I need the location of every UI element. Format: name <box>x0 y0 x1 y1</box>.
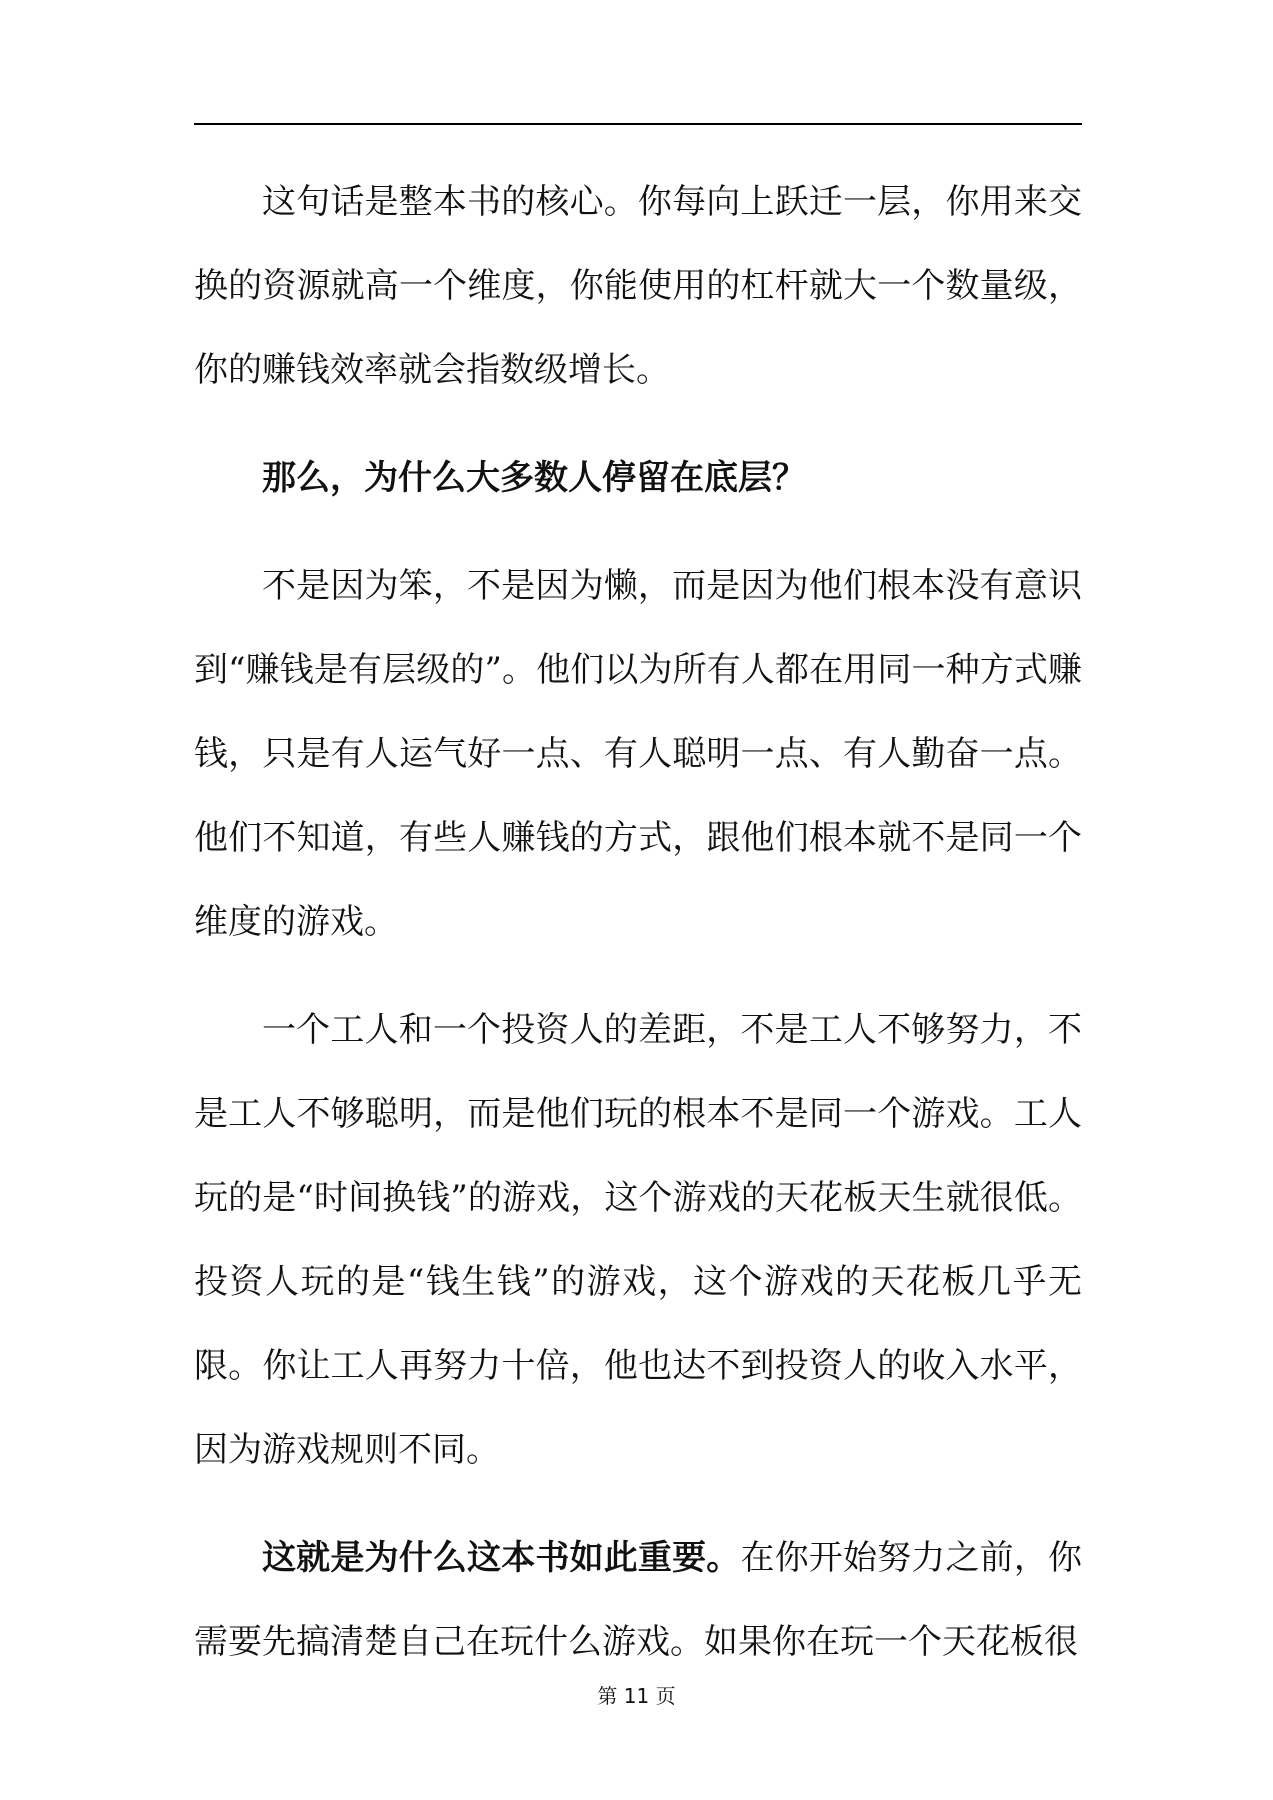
paragraph-levels: 不是因为笨，不是因为懒，而是因为他们根本没有意识到“赚钱是有层级的”。他们以为所有人都在用同一种方式赚钱，只是有人运气好一点、有人聪明一点、有人勤奋一点。他们不知道，有些人赚钱的方式，跟他们根本就不是同一个维度的游戏。 <box>194 566 1082 942</box>
page-number: 第 11 页 <box>597 1684 676 1708</box>
paragraph-core-idea: 这句话是整本书的核心。你每向上跃迁一层，你用来交换的资源就高一个维度，你能使用的杠杆就大一个数量级，你的赚钱效率就会指数级增长。 <box>194 182 1082 390</box>
paragraph-worker-investor: 一个工人和一个投资人的差距，不是工人不够努力，不是工人不够聪明，而是他们玩的根本不是同一个游戏。工人玩的是“时间换钱”的游戏，这个游戏的天花板天生就很低。投资人玩的是“钱生钱”的游戏，这个游戏的天花板几乎无限。你让工人再努力十倍，他也达不到投资人的收入水平，因为游戏规则不同。 <box>194 1010 1082 1470</box>
header-rule <box>194 123 1082 125</box>
bold-lead-sentence: 这就是为什么这本书如此重要。 <box>262 1538 741 1578</box>
section-heading: 那么，为什么大多数人停留在底层？ <box>262 458 806 498</box>
document-body <box>194 160 1082 1708</box>
paragraph-importance <box>194 1516 1082 1684</box>
paragraph-importance-rest: 在你开始努力之前，你需要先搞清楚自己在玩什么游戏。如果你在玩一个天花板很 <box>194 1538 1083 1662</box>
